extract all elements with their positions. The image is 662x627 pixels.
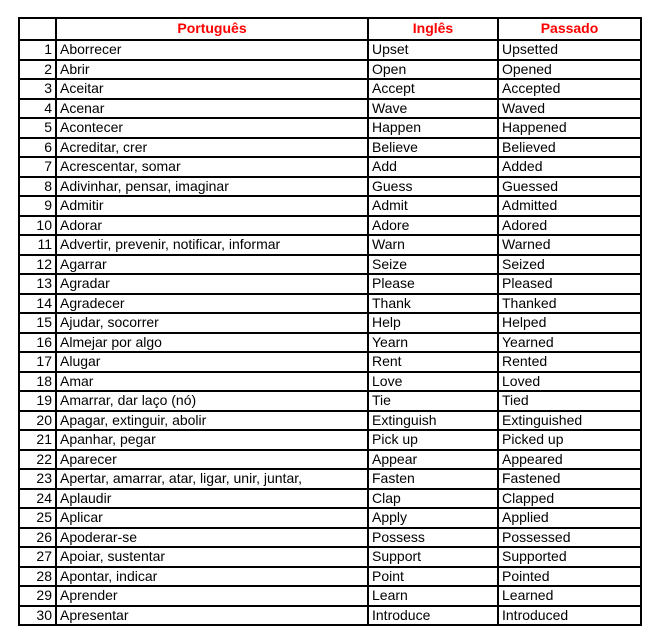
column-header-past: Passado <box>498 18 641 40</box>
portuguese-cell: Acrescentar, somar <box>56 157 368 177</box>
table-row <box>19 40 641 60</box>
row-number: 6 <box>19 138 56 158</box>
english-cell: Wave <box>368 99 498 119</box>
english-cell: Extinguish <box>368 411 498 431</box>
past-cell: Adored <box>498 216 641 236</box>
verb-table-body <box>19 40 641 625</box>
portuguese-cell: Acontecer <box>56 118 368 138</box>
portuguese-cell: Adivinhar, pensar, imaginar <box>56 177 368 197</box>
row-number: 20 <box>19 411 56 431</box>
table-row <box>19 430 641 450</box>
past-cell: Picked up <box>498 430 641 450</box>
portuguese-cell: Agradecer <box>56 294 368 314</box>
portuguese-cell: Aplaudir <box>56 489 368 509</box>
portuguese-cell: Agradar <box>56 274 368 294</box>
header-row <box>19 18 641 40</box>
row-number: 11 <box>19 235 56 255</box>
past-cell: Added <box>498 157 641 177</box>
english-cell: Guess <box>368 177 498 197</box>
portuguese-cell: Advertir, prevenir, notificar, informar <box>56 235 368 255</box>
column-header-english: Inglês <box>368 18 498 40</box>
row-number: 4 <box>19 99 56 119</box>
english-cell: Seize <box>368 255 498 275</box>
english-cell: Rent <box>368 352 498 372</box>
english-cell: Admit <box>368 196 498 216</box>
past-cell: Rented <box>498 352 641 372</box>
portuguese-cell: Apresentar <box>56 606 368 626</box>
table-row <box>19 118 641 138</box>
row-number: 23 <box>19 469 56 489</box>
table-row <box>19 235 641 255</box>
portuguese-cell: Apontar, indicar <box>56 567 368 587</box>
row-number: 28 <box>19 567 56 587</box>
row-number: 17 <box>19 352 56 372</box>
row-number: 24 <box>19 489 56 509</box>
verb-conjugation-table <box>18 17 642 626</box>
row-number: 1 <box>19 40 56 60</box>
portuguese-cell: Apanhar, pegar <box>56 430 368 450</box>
portuguese-cell: Alugar <box>56 352 368 372</box>
row-number: 29 <box>19 586 56 606</box>
table-row <box>19 391 641 411</box>
table-row <box>19 567 641 587</box>
table-row <box>19 255 641 275</box>
english-cell: Pick up <box>368 430 498 450</box>
past-cell: Applied <box>498 508 641 528</box>
table-row <box>19 313 641 333</box>
row-number: 8 <box>19 177 56 197</box>
english-cell: Accept <box>368 79 498 99</box>
english-cell: Thank <box>368 294 498 314</box>
past-cell: Loved <box>498 372 641 392</box>
row-number: 27 <box>19 547 56 567</box>
past-cell: Extinguished <box>498 411 641 431</box>
english-cell: Adore <box>368 216 498 236</box>
row-number: 12 <box>19 255 56 275</box>
english-cell: Upset <box>368 40 498 60</box>
portuguese-cell: Amarrar, dar laço (nó) <box>56 391 368 411</box>
table-header <box>19 18 641 40</box>
portuguese-cell: Amar <box>56 372 368 392</box>
row-number: 16 <box>19 333 56 353</box>
past-cell: Fastened <box>498 469 641 489</box>
past-cell: Guessed <box>498 177 641 197</box>
table-row <box>19 157 641 177</box>
row-number: 13 <box>19 274 56 294</box>
english-cell: Apply <box>368 508 498 528</box>
table-row <box>19 528 641 548</box>
row-number: 30 <box>19 606 56 626</box>
past-cell: Helped <box>498 313 641 333</box>
table-row <box>19 60 641 80</box>
english-cell: Support <box>368 547 498 567</box>
portuguese-cell: Abrir <box>56 60 368 80</box>
past-cell: Thanked <box>498 294 641 314</box>
row-number: 19 <box>19 391 56 411</box>
past-cell: Seized <box>498 255 641 275</box>
english-cell: Help <box>368 313 498 333</box>
portuguese-cell: Aparecer <box>56 450 368 470</box>
table-row <box>19 294 641 314</box>
portuguese-cell: Aplicar <box>56 508 368 528</box>
past-cell: Upsetted <box>498 40 641 60</box>
past-cell: Learned <box>498 586 641 606</box>
table-row <box>19 216 641 236</box>
row-number: 9 <box>19 196 56 216</box>
table-row <box>19 450 641 470</box>
table-row <box>19 177 641 197</box>
english-cell: Open <box>368 60 498 80</box>
english-cell: Introduce <box>368 606 498 626</box>
portuguese-cell: Apoiar, sustentar <box>56 547 368 567</box>
row-number: 26 <box>19 528 56 548</box>
row-number: 18 <box>19 372 56 392</box>
past-cell: Tied <box>498 391 641 411</box>
english-cell: Clap <box>368 489 498 509</box>
english-cell: Love <box>368 372 498 392</box>
table-row <box>19 99 641 119</box>
table-row <box>19 333 641 353</box>
past-cell: Supported <box>498 547 641 567</box>
table-row <box>19 352 641 372</box>
past-cell: Opened <box>498 60 641 80</box>
row-number: 5 <box>19 118 56 138</box>
past-cell: Warned <box>498 235 641 255</box>
row-number: 21 <box>19 430 56 450</box>
portuguese-cell: Adorar <box>56 216 368 236</box>
past-cell: Pointed <box>498 567 641 587</box>
past-cell: Clapped <box>498 489 641 509</box>
table-row <box>19 489 641 509</box>
row-number: 3 <box>19 79 56 99</box>
row-number: 15 <box>19 313 56 333</box>
past-cell: Appeared <box>498 450 641 470</box>
table-row <box>19 547 641 567</box>
english-cell: Yearn <box>368 333 498 353</box>
row-number: 14 <box>19 294 56 314</box>
table-row <box>19 606 641 626</box>
english-cell: Happen <box>368 118 498 138</box>
table-row <box>19 508 641 528</box>
portuguese-cell: Aprender <box>56 586 368 606</box>
past-cell: Accepted <box>498 79 641 99</box>
table-row <box>19 411 641 431</box>
past-cell: Possessed <box>498 528 641 548</box>
past-cell: Happened <box>498 118 641 138</box>
portuguese-cell: Agarrar <box>56 255 368 275</box>
english-cell: Appear <box>368 450 498 470</box>
past-cell: Pleased <box>498 274 641 294</box>
column-header-portuguese: Português <box>56 18 368 40</box>
table-row <box>19 586 641 606</box>
row-number: 10 <box>19 216 56 236</box>
row-number: 2 <box>19 60 56 80</box>
english-cell: Tie <box>368 391 498 411</box>
portuguese-cell: Almejar por algo <box>56 333 368 353</box>
past-cell: Waved <box>498 99 641 119</box>
table-row <box>19 79 641 99</box>
english-cell: Please <box>368 274 498 294</box>
portuguese-cell: Ajudar, socorrer <box>56 313 368 333</box>
table-row <box>19 274 641 294</box>
table-row <box>19 372 641 392</box>
portuguese-cell: Acreditar, crer <box>56 138 368 158</box>
portuguese-cell: Aborrecer <box>56 40 368 60</box>
portuguese-cell: Acenar <box>56 99 368 119</box>
portuguese-cell: Aceitar <box>56 79 368 99</box>
past-cell: Yearned <box>498 333 641 353</box>
portuguese-cell: Admitir <box>56 196 368 216</box>
past-cell: Believed <box>498 138 641 158</box>
english-cell: Possess <box>368 528 498 548</box>
row-number: 7 <box>19 157 56 177</box>
table-row <box>19 138 641 158</box>
corner-cell <box>19 18 56 40</box>
english-cell: Point <box>368 567 498 587</box>
english-cell: Learn <box>368 586 498 606</box>
past-cell: Admitted <box>498 196 641 216</box>
table-row <box>19 469 641 489</box>
row-number: 22 <box>19 450 56 470</box>
past-cell: Introduced <box>498 606 641 626</box>
english-cell: Fasten <box>368 469 498 489</box>
portuguese-cell: Apoderar-se <box>56 528 368 548</box>
portuguese-cell: Apagar, extinguir, abolir <box>56 411 368 431</box>
english-cell: Believe <box>368 138 498 158</box>
portuguese-cell: Apertar, amarrar, atar, ligar, unir, juntar, <box>56 469 368 489</box>
english-cell: Warn <box>368 235 498 255</box>
english-cell: Add <box>368 157 498 177</box>
table-row <box>19 196 641 216</box>
row-number: 25 <box>19 508 56 528</box>
